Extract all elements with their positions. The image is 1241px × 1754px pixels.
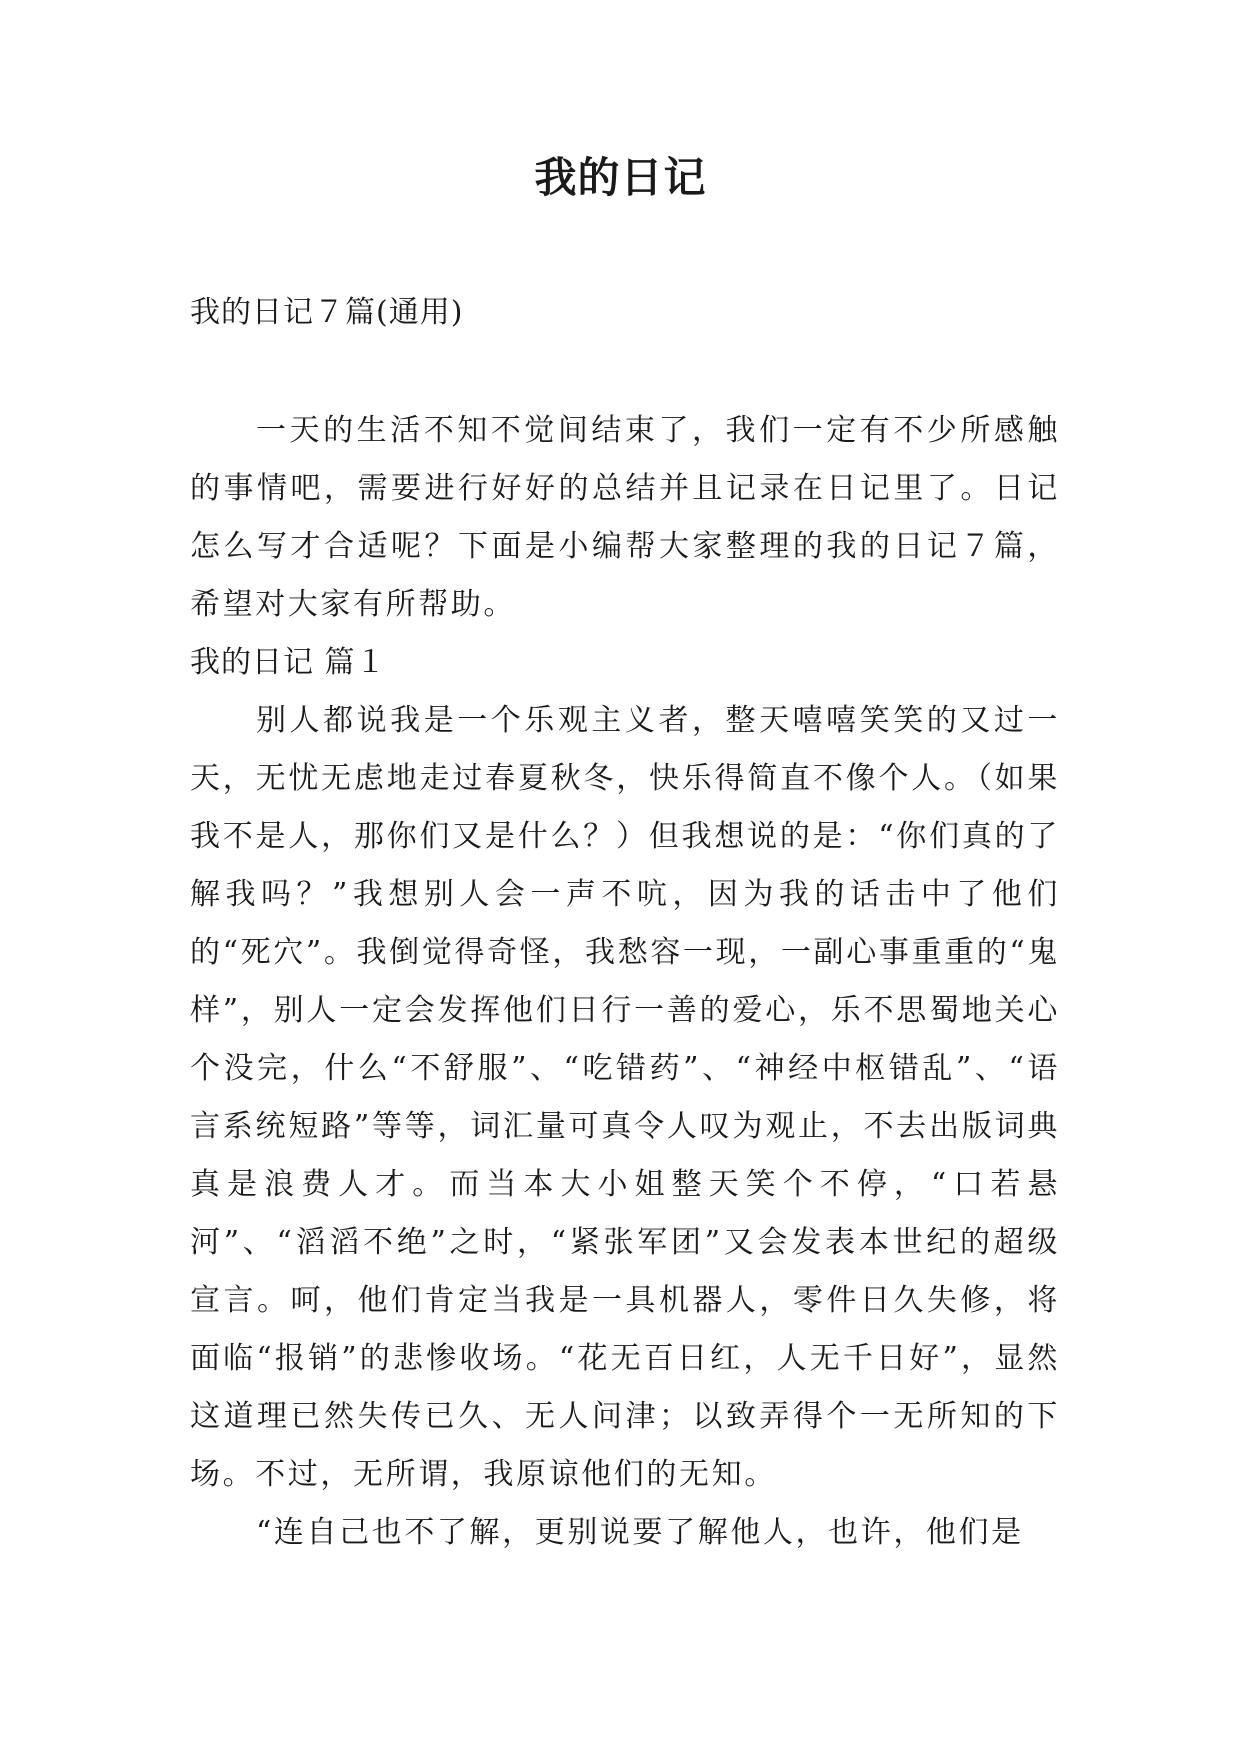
document-body (190, 402, 1060, 1562)
body-paragraph-1: 别人都说我是一个乐观主义者，整天嘻嘻笑笑的又过一天，无忧无虑地走过春夏秋冬，快乐得简直不像个人。（如果我不是人，那你们又是什么？）但我想说的是：“你们真的了解我吗？”我想别人会一声不吭，因为我的话击中了他们的“死穴”。我倒觉得奇怪，我愁容一现，一副心事重重的“鬼样”，别人一定会发挥他们日行一善的爱心，乐不思蜀地关心个没完，什么“不舒服”、“吃错药”、“神经中枢错乱”、“语言系统短路”等等，词汇量可真令人叹为观止，不去出版词典真是浪费人才。而当本大小姐整天笑个不停，“口若悬河”、“滔滔不绝”之时，“紧张军团”又会发表本世纪的超级宣言。呵，他们肯定当我是一具机器人，零件日久失修，将面临“报销”的悲惨收场。“花无百日红，人无千日好”，显然这道理已然失传已久、无人问津；以致弄得个一无所知的下场。不过，无所谓，我原谅他们的无知。 (190, 703, 1060, 1492)
intro-paragraph: 一天的生活不知不觉间结束了，我们一定有不少所感触的事情吧，需要进行好好的总结并且记录在日记里了。日记怎么写才合适呢？下面是小编帮大家整理的我的日记７篇，希望对大家有所帮助。 (190, 413, 1060, 622)
body-paragraph-2: “连自己也不了解，更别说要了解他人，也许，他们是 (256, 1515, 1024, 1550)
section-heading: 我的日记 篇１ (190, 645, 387, 680)
document-subtitle: 我的日记７篇(通用) (190, 295, 464, 330)
document-title: 我的日记 (534, 153, 707, 202)
